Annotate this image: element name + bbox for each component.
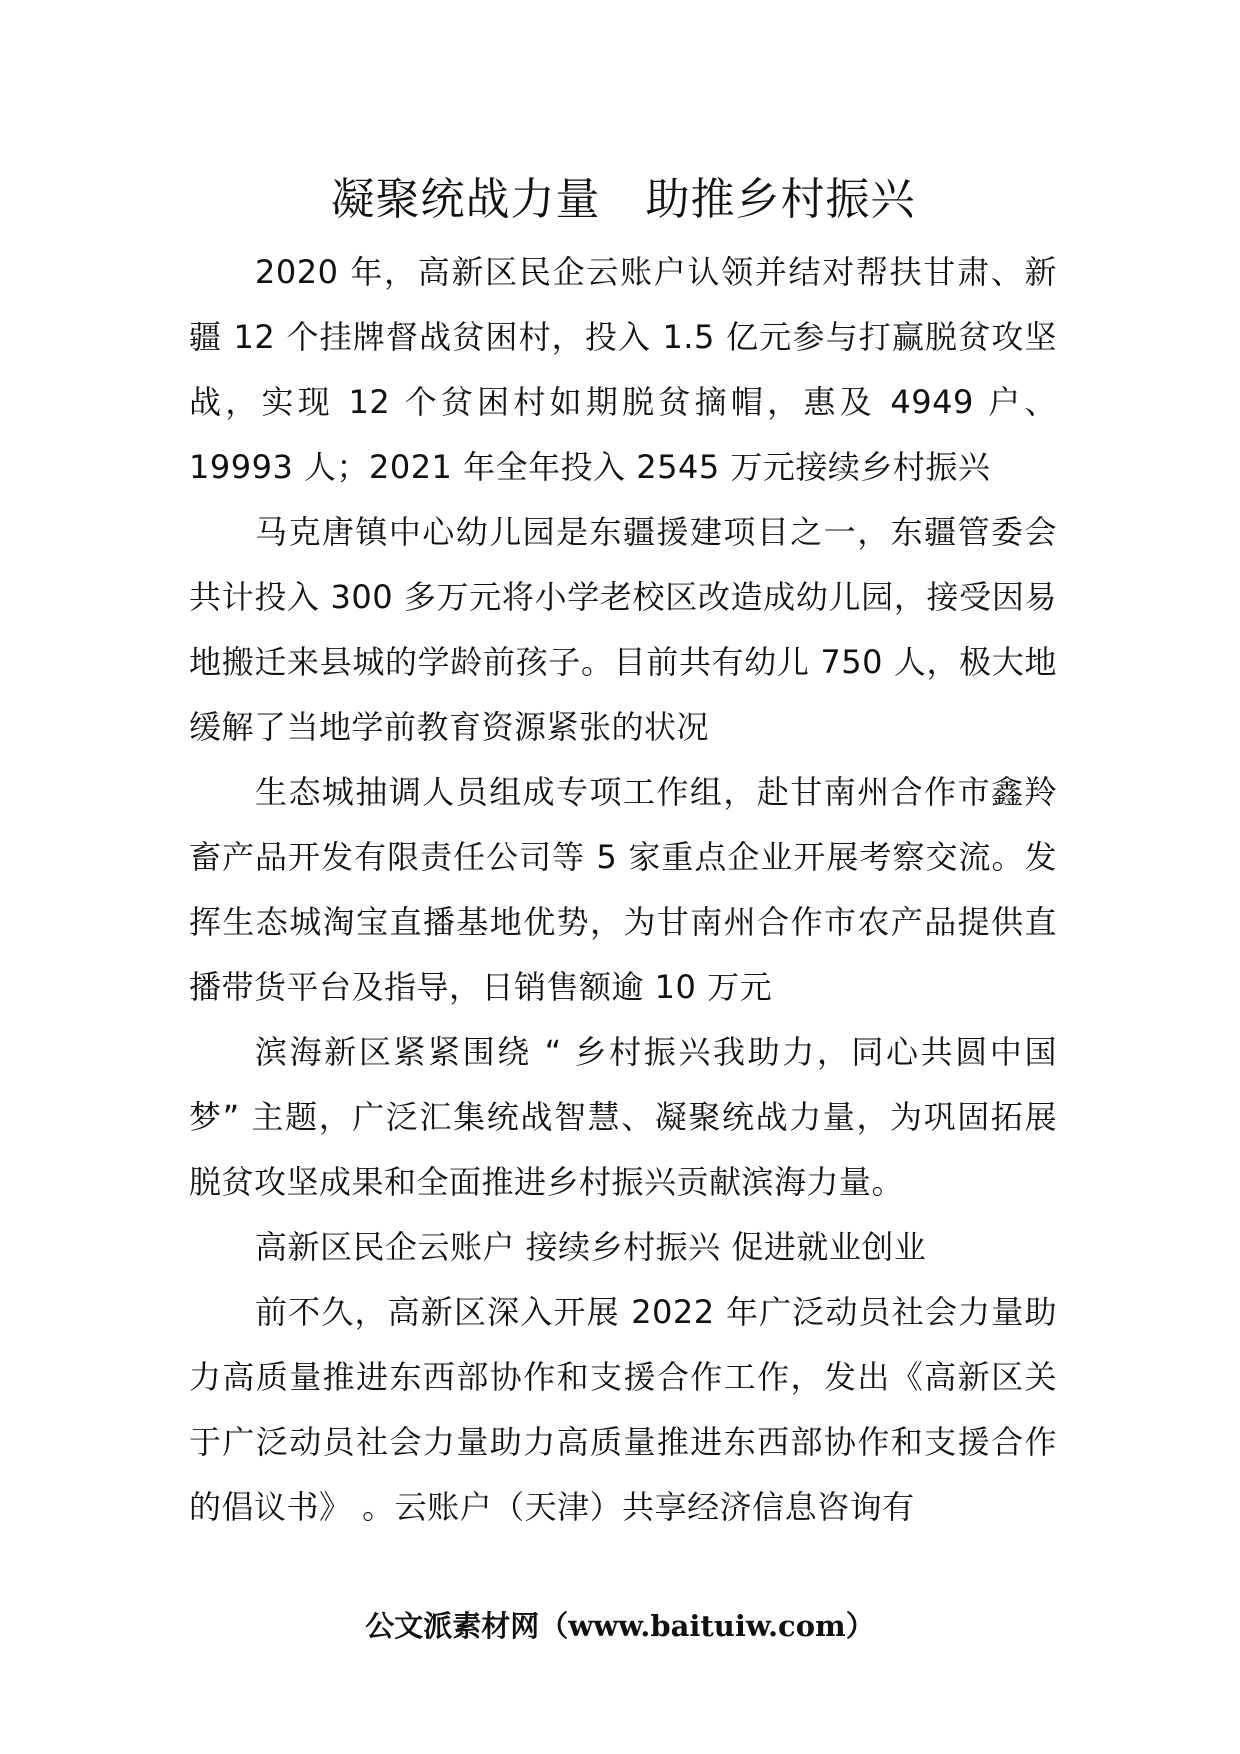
paragraph-1: 2020 年，高新区民企云账户认领并结对帮扶甘肃、新疆 12 个挂牌督战贫困村，投入 1.5 亿元参与打赢脱贫攻坚战，实现 12 个贫困村如期脱贫摘帽，惠及 4949 户、19993 人；2021 年全年投入 2545 万元接续乡村振兴 <box>189 253 1057 486</box>
document-title: 凝聚统战力量 助推乡村振兴 <box>330 174 916 225</box>
paragraph-5: 高新区民企云账户 接续乡村振兴 促进就业创业 <box>255 1228 927 1266</box>
paragraph-3: 生态城抽调人员组成专项工作组，赴甘南州合作市鑫羚畜产品开发有限责任公司等 5 家重点企业开展考察交流。发挥生态城淘宝直播基地优势，为甘南州合作市农产品提供直播带货平台及指导，日销售额逾 10 万元 <box>189 773 1057 1006</box>
paragraph-4: 滨海新区紧紧围绕 “ 乡村振兴我助力，同心共圆中国梦” 主题，广泛汇集统战智慧、凝聚统战力量，为巩固拓展脱贫攻坚成果和全面推进乡村振兴贡献滨海力量。 <box>189 1033 1057 1201</box>
paragraph-2: 马克唐镇中心幼儿园是东疆援建项目之一，东疆管委会共计投入 300 多万元将小学老校区改造成幼儿园，接受因易地搬迁来县城的学龄前孩子。目前共有幼儿 750 人，极大地缓解了当地学前教育资源紧张的状况 <box>189 513 1057 746</box>
paragraph-6: 前不久，高新区深入开展 2022 年广泛动员社会力量助力高质量推进东西部协作和支援合作工作，发出《高新区关于广泛动员社会力量助力高质量推进东西部协作和支援合作的倡议书》 。云账户（天津）共享经济信息咨询有 <box>189 1293 1057 1526</box>
document-page <box>189 160 1057 1540</box>
footer-watermark: 公文派素材网（www.baituiw.com） <box>365 1609 875 1643</box>
